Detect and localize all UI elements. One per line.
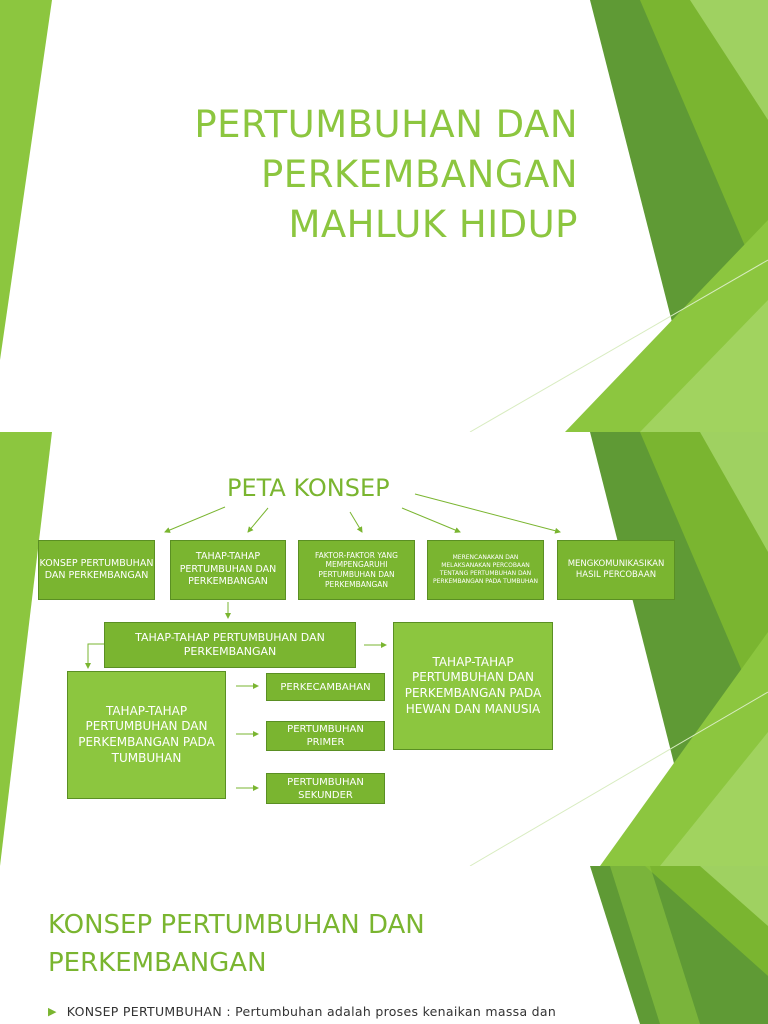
box-mengkomunikasikan: [557, 540, 675, 600]
box-primer-label: PERTUMBUHAN PRIMER: [287, 724, 364, 748]
arrow-to-konsep: [165, 507, 225, 532]
box-plants-label: TAHAP-TAHAP PERTUMBUHAN DAN PERKEMBANGAN PADA TUMBUHAN: [78, 703, 215, 765]
konsep-section-title: KONSEP PERTUMBUHAN DAN PERKEMBANGAN: [48, 910, 425, 978]
bullet-text: : Pertumbuhan adalah proses kenaikan massa dan: [226, 1004, 557, 1019]
box-faktor-label: FAKTOR-FAKTOR YANG MEMPENGARUHI PERTUMBUHAN DAN PERKEMBANGAN: [315, 550, 398, 589]
box-konsep: [38, 540, 155, 600]
left-accent-triangle: [0, 0, 52, 360]
box-konsep-label: KONSEP PERTUMBUHAN DAN PERKEMBANGAN: [39, 557, 154, 581]
box-merencanakan: [427, 540, 544, 600]
bullet-konsep-pertumbuhan: [48, 1004, 580, 1020]
box-faktor: [298, 540, 415, 600]
box-tahap-label: TAHAP-TAHAP PERTUMBUHAN DAN PERKEMBANGAN: [179, 551, 277, 588]
arrow-to-mengkomunikasikan: [415, 494, 560, 532]
box-animals-label: TAHAP-TAHAP PERTUMBUHAN DAN PERKEMBANGAN PADA HEWAN DAN MANUSIA: [404, 654, 542, 716]
box-plants: [67, 671, 226, 799]
main-title-line-2: PERKEMBANGAN: [261, 153, 578, 196]
main-title-line-3: MAHLUK HIDUP: [288, 203, 578, 246]
bullet-body: [67, 1004, 580, 1020]
left-accent-triangle: [0, 432, 52, 866]
arrow-to-tahap: [248, 508, 268, 532]
box-stages-label: TAHAP-TAHAP PERTUMBUHAN DAN PERKEMBANGAN: [135, 630, 325, 658]
box-stages: [104, 622, 356, 668]
bullet-triangle-icon: ▶: [48, 1005, 57, 1018]
main-title: [194, 100, 578, 250]
concept-map-title: PETA KONSEP: [227, 474, 390, 502]
box-merencanakan-label: MERENCANAKAN DAN MELAKSANAKAN PERCOBAAN TENTANG PERTUMBUHAN DAN PERKEMBANGAN PADA TUMBUHAN: [432, 554, 539, 585]
slide-title: [0, 0, 768, 432]
slide-concept-map: [0, 432, 768, 866]
arrow-to-faktor: [350, 512, 362, 532]
arrow-to-merencanakan: [402, 508, 460, 532]
box-perkecambahan-label: PERKECAMBAHAN: [280, 681, 371, 693]
main-title-line-1: PERTUMBUHAN DAN: [194, 103, 578, 146]
arrow-to-plants: [88, 644, 104, 668]
box-sekunder: [266, 773, 385, 804]
box-mengkomunikasikan-label: MENGKOMUNIKASIKAN HASIL PERCOBAAN: [567, 558, 665, 580]
box-perkecambahan: [266, 673, 385, 701]
box-animals: [393, 622, 553, 750]
box-sekunder-label: PERTUMBUHAN SEKUNDER: [287, 776, 364, 801]
box-primer: [266, 721, 385, 751]
box-tahap: [170, 540, 286, 600]
bullet-label: KONSEP PERTUMBUHAN: [66, 1004, 223, 1019]
slide-konsep: [0, 866, 768, 1024]
